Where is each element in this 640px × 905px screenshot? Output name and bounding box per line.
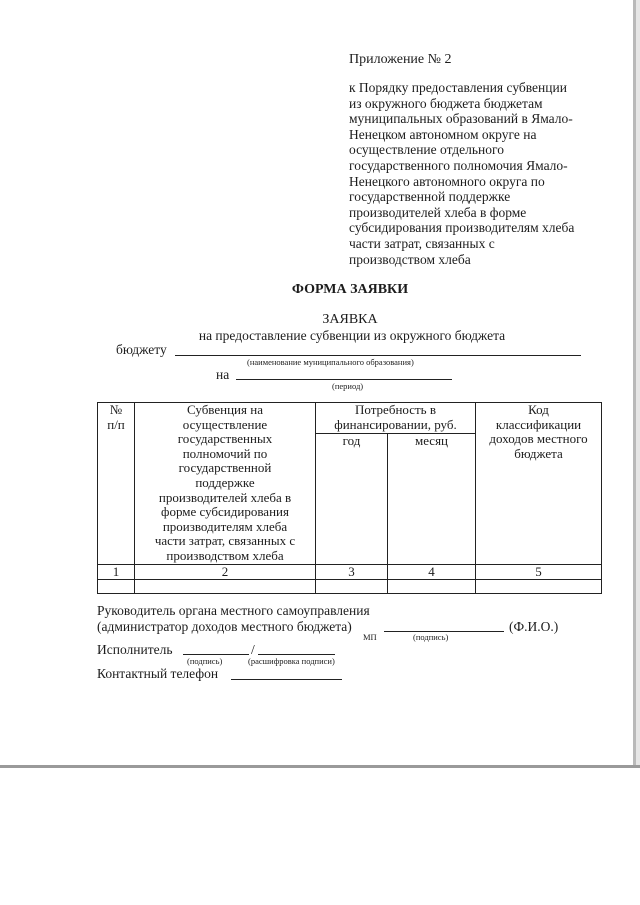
executor-decoding-line [258,654,335,655]
phone-label: Контактный телефон [97,666,219,681]
appendix-line: Ненецком автономном округе на [349,126,537,142]
column-number-2: 2 [135,564,316,580]
appendix-line: части затрат, связанных с [349,235,495,251]
form-heading: ФОРМА ЗАЯВКИ [291,282,409,297]
application-title: ЗАЯВКА [322,312,378,327]
page-edge-shade [636,0,640,768]
appendix-line: субсидирования производителям хлеба [349,220,575,236]
column-number-5: 5 [476,564,602,580]
appendix-title: Приложение № 2 [349,52,452,67]
fio-label: (Ф.И.О.) [509,619,559,634]
executor-signature-line [183,654,249,655]
period-caption: (период) [332,381,364,391]
appendix-line: из окружного бюджета бюджетам [349,95,543,111]
header-number: № п/п [98,403,135,565]
header-year: год [316,433,388,564]
application-subtitle: на предоставление субвенции из окружного бюджета [198,328,506,343]
appendix-line: Ненецкого автономного округа по [349,173,545,189]
empty-cell[interactable] [388,580,476,594]
blank-background [0,768,640,905]
executor-signature-caption: (подпись) [187,656,223,666]
appendix-line: осуществление отдельного [349,142,504,158]
head-sublabel: (администратор доходов местного бюджета) [97,619,352,634]
empty-cell[interactable] [316,580,388,594]
empty-cell[interactable] [135,580,316,594]
appendix-line: к Порядку предоставления субвенции [349,80,567,95]
phone-fill-line [231,679,342,680]
head-signature-caption: (подпись) [413,632,449,642]
executor-slash: / [251,642,255,657]
stamp-place-label: МП [363,632,377,642]
header-classification-code: Код классификации доходов местного бюджета [476,403,602,565]
municipality-fill-line [175,355,581,356]
appendix-text [349,80,611,267]
head-label: Руководитель органа местного самоуправления [97,603,370,618]
municipality-caption: (наименование муниципального образования) [247,357,414,367]
column-number-4: 4 [388,564,476,580]
header-month: месяц [388,433,476,564]
appendix-line: государственной поддержке [349,189,511,205]
column-number-3: 3 [316,564,388,580]
empty-cell[interactable] [98,580,135,594]
appendix-line: муниципальных образований в Ямало- [349,111,573,127]
empty-cell[interactable] [476,580,602,594]
appendix-line: государственного полномочия Ямало- [349,157,568,173]
executor-decoding-caption: (расшифровка подписи) [248,656,335,666]
budget-label: бюджету [116,342,167,357]
period-fill-line [236,379,452,380]
executor-label: Исполнитель [97,642,173,657]
column-number-1: 1 [98,564,135,580]
header-subvention: Субвенция на осуществление государственных полномочий по государственной поддержке производителей хлеба в форме субсидирования производителям хлеба части затрат, связанных с производством хлеба [135,403,316,565]
period-label: на [216,367,230,382]
header-financing-need: Потребность в финансировании, руб. [316,403,476,434]
appendix-line: производителей хлеба в форме [349,204,527,220]
appendix-line: производством хлеба [349,251,471,267]
application-table [97,402,602,594]
